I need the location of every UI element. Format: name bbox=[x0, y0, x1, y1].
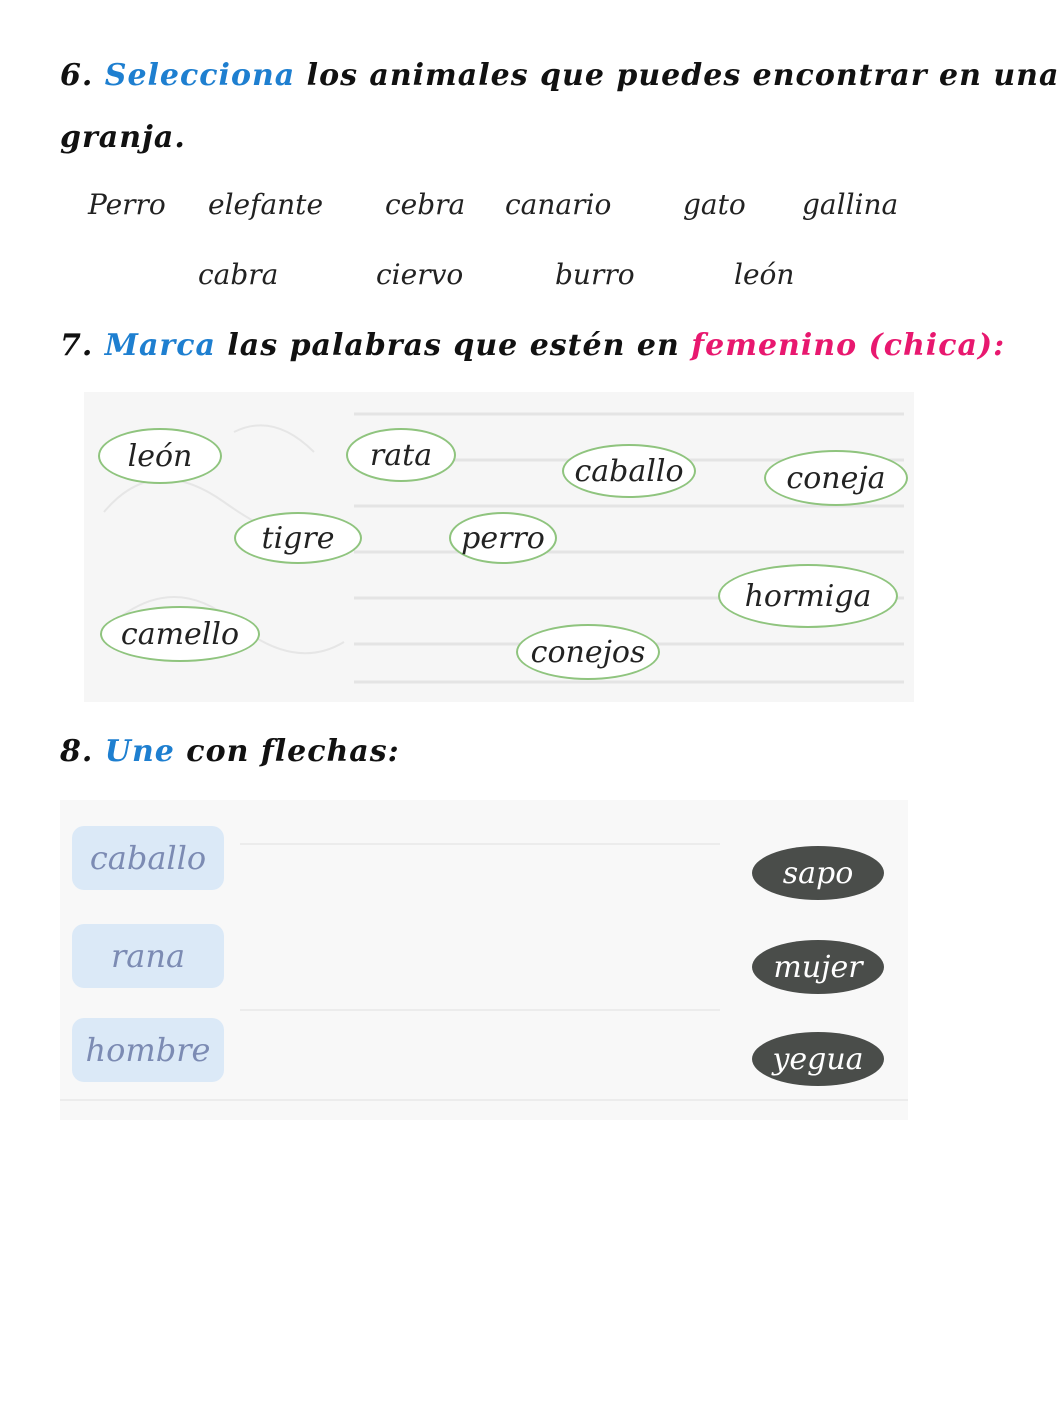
oval-perro[interactable]: perro bbox=[449, 512, 557, 564]
match-left-hombre[interactable]: hombre bbox=[72, 1018, 224, 1082]
option-gallina[interactable]: gallina bbox=[802, 188, 899, 221]
option-gato[interactable]: gato bbox=[683, 188, 746, 221]
question-8-text: con flechas: bbox=[186, 734, 400, 769]
question-7-heading bbox=[60, 328, 1005, 363]
question-8-number: 8. bbox=[60, 734, 94, 769]
question-6-heading-line2: granja. bbox=[60, 120, 186, 155]
question-8-verb: Une bbox=[104, 734, 175, 769]
match-left-rana[interactable]: rana bbox=[72, 924, 224, 988]
question-6-verb: Selecciona bbox=[104, 58, 296, 93]
oval-coneja[interactable]: coneja bbox=[764, 450, 908, 506]
question-7-number: 7. bbox=[60, 328, 94, 363]
question-7-text: las palabras que estén en bbox=[227, 328, 680, 363]
question-7-colon: : bbox=[993, 328, 1006, 363]
option-ciervo[interactable]: ciervo bbox=[376, 258, 464, 291]
exercise-8-panel bbox=[60, 800, 908, 1120]
option-canario[interactable]: canario bbox=[505, 188, 612, 221]
oval-caballo[interactable]: caballo bbox=[562, 444, 696, 498]
oval-conejos[interactable]: conejos bbox=[516, 624, 660, 680]
oval-hormiga[interactable]: hormiga bbox=[718, 564, 898, 628]
oval-tigre[interactable]: tigre bbox=[234, 512, 362, 564]
question-6-heading bbox=[60, 58, 1059, 93]
option-leon[interactable]: león bbox=[734, 258, 795, 291]
oval-camello[interactable]: camello bbox=[100, 606, 260, 662]
option-burro[interactable]: burro bbox=[555, 258, 635, 291]
question-6-number: 6. bbox=[60, 58, 94, 93]
match-right-sapo[interactable]: sapo bbox=[752, 846, 884, 900]
match-right-yegua[interactable]: yegua bbox=[752, 1032, 884, 1086]
question-8-heading bbox=[60, 734, 400, 769]
oval-rata[interactable]: rata bbox=[346, 428, 456, 482]
option-cabra[interactable]: cabra bbox=[198, 258, 279, 291]
option-cebra[interactable]: cebra bbox=[385, 188, 466, 221]
oval-leon[interactable]: león bbox=[98, 428, 222, 484]
option-elefante[interactable]: elefante bbox=[208, 188, 324, 221]
question-6-text: los animales que puedes encontrar en una bbox=[306, 58, 1059, 93]
match-left-caballo[interactable]: caballo bbox=[72, 826, 224, 890]
exercise-7-panel bbox=[84, 392, 914, 702]
question-7-highlight: femenino (chica) bbox=[691, 328, 994, 363]
match-right-mujer[interactable]: mujer bbox=[752, 940, 884, 994]
question-7-verb: Marca bbox=[104, 328, 216, 363]
option-perro[interactable]: Perro bbox=[88, 188, 166, 221]
